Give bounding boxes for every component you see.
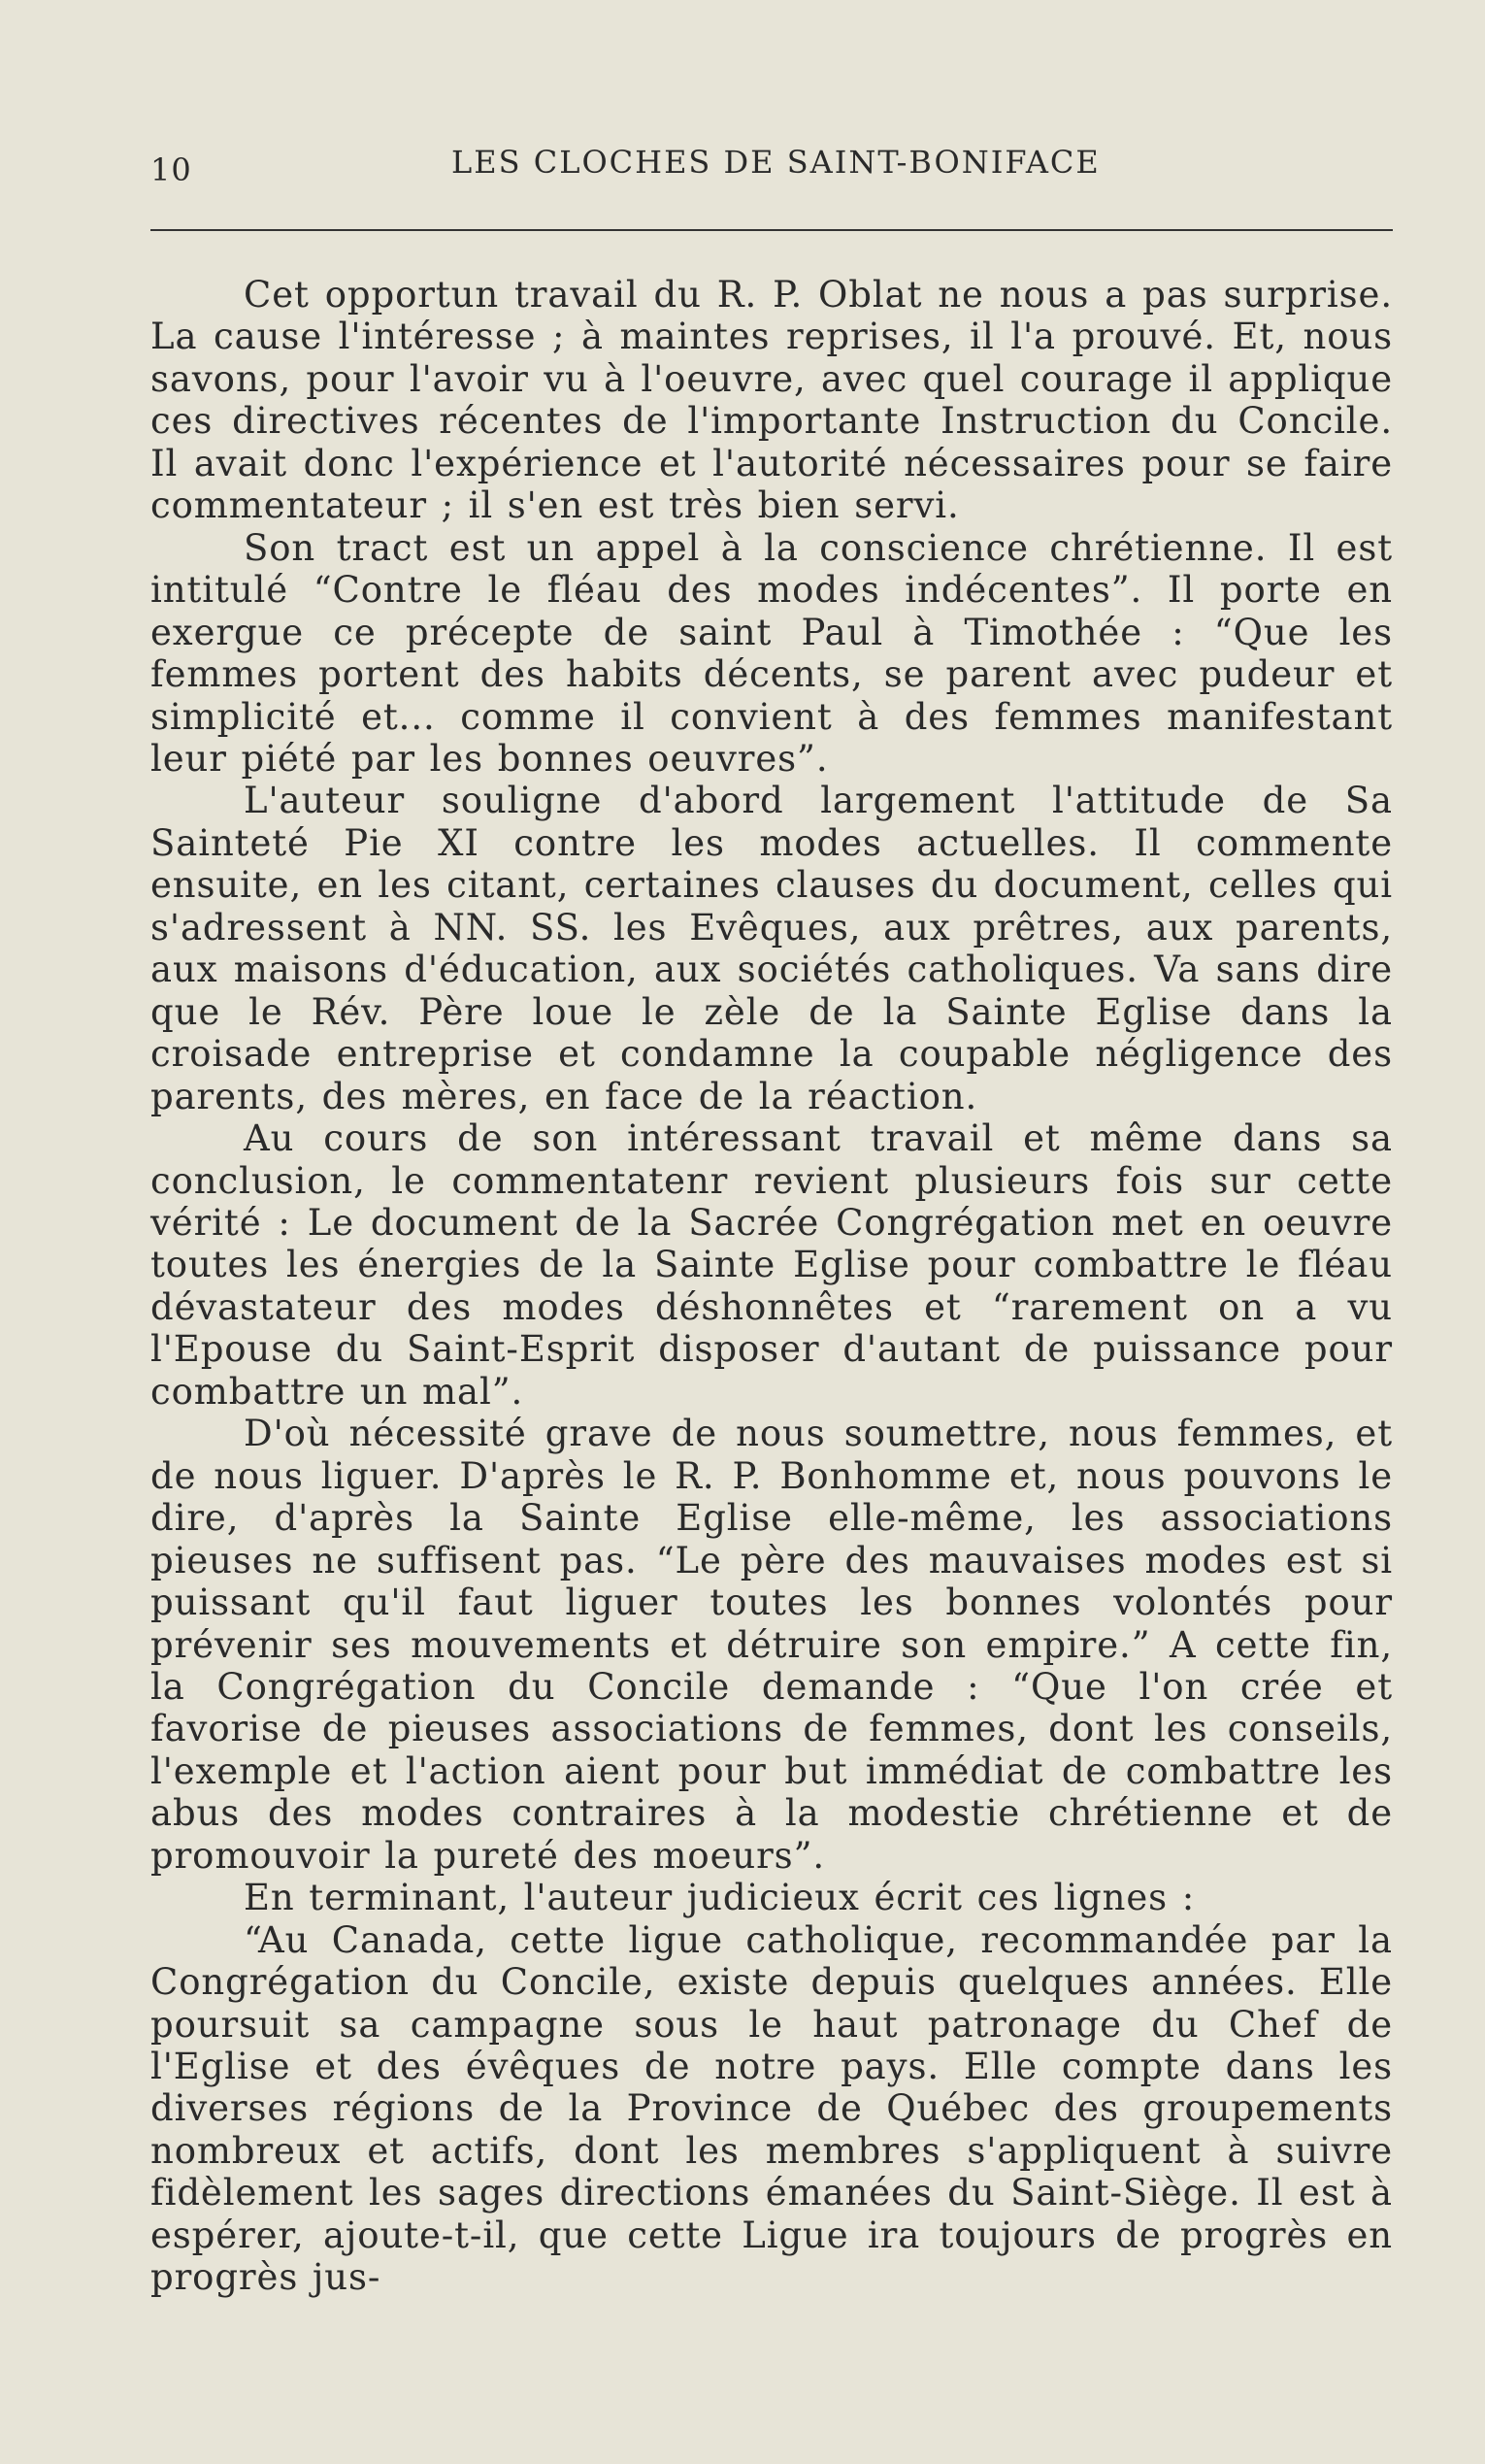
page-number: 10 bbox=[150, 151, 192, 188]
paragraph: Au cours de son intéressant travail et même dans sa conclusion, le commentatenr revient plusieurs fois sur cette vérité : Le document de la Sacrée Congrégation met en oeuvre toutes les énergies de la Sainte Eglise pour combattre le fléau dévastateur des modes déshonnêtes et “rarement on a vu l'Epouse du Saint-Esprit disposer d'autant de puissance pour combattre un mal”. bbox=[150, 1117, 1393, 1413]
body-text bbox=[150, 274, 1393, 2299]
paragraph: Son tract est un appel à la conscience chrétienne. Il est intitulé “Contre le fléau des modes indécentes”. Il porte en exergue ce précepte de saint Paul à Timothée : “Que les femmes portent des habits décents, se parent avec pudeur et simplicité et... comme il convient à des femmes manifestant leur piété par les bonnes oeuvres”. bbox=[150, 526, 1393, 780]
paragraph: D'où nécessité grave de nous soumettre, nous femmes, et de nous liguer. D'après le R. P. Bonhomme et, nous pouvons le dire, d'après la Sainte Eglise elle-même, les associations pieuses ne suffisent pas. “Le père des mauvaises modes est si puissant qu'il faut liguer toutes les bonnes volontés pour prévenir ses mouvements et détruire son empire.” A cette fin, la Congrégation du Concile demande : “Que l'on crée et favorise de pieuses associations de femmes, dont les conseils, l'exemple et l'action aient pour but immédiat de combattre les abus des modes contraires à la modestie chrétienne et de promouvoir la pureté des moeurs”. bbox=[150, 1413, 1393, 1877]
paragraph: “Au Canada, cette ligue catholique, recommandée par la Congrégation du Concile, existe depuis quelques années. Elle poursuit sa campagne sous le haut patronage du Chef de l'Eglise et des évêques de notre pays. Elle compte dans les diverses régions de la Province de Québec des groupements nombreux et actifs, dont les membres s'appliquent à suivre fidèlement les sages directions émanées du Saint-Siège. Il est à espérer, ajoute-t-il, que cette Ligue ira toujours de progrès en progrès jus- bbox=[150, 1918, 1393, 2299]
running-title: LES CLOCHES DE SAINT-BONIFACE bbox=[451, 144, 1101, 181]
header-rule bbox=[150, 229, 1393, 231]
paragraph: En terminant, l'auteur judicieux écrit ces lignes : bbox=[244, 1877, 1196, 1919]
paragraph: L'auteur souligne d'abord largement l'attitude de Sa Sainteté Pie XI contre les modes actuelles. Il commente ensuite, en les citant, certaines clauses du document, celles qui s'adressent à NN. SS. les Evêques, aux prêtres, aux parents, aux maisons d'éducation, aux sociétés catholiques. Va sans dire que le Rév. Père loue le zèle de la Sainte Eglise dans la croisade entreprise et condamne la coupable négligence des parents, des mères, en face de la réaction. bbox=[150, 780, 1393, 1117]
paragraph: Cet opportun travail du R. P. Oblat ne nous a pas surprise. La cause l'intéresse ; à maintes reprises, il l'a prouvé. Et, nous savons, pour l'avoir vu à l'oeuvre, avec quel courage il applique ces directives récentes de l'importante Instruction du Concile. Il avait donc l'expérience et l'autorité nécessaires pour se faire commentateur ; il s'en est très bien servi. bbox=[150, 274, 1393, 527]
page-header bbox=[150, 144, 1393, 186]
